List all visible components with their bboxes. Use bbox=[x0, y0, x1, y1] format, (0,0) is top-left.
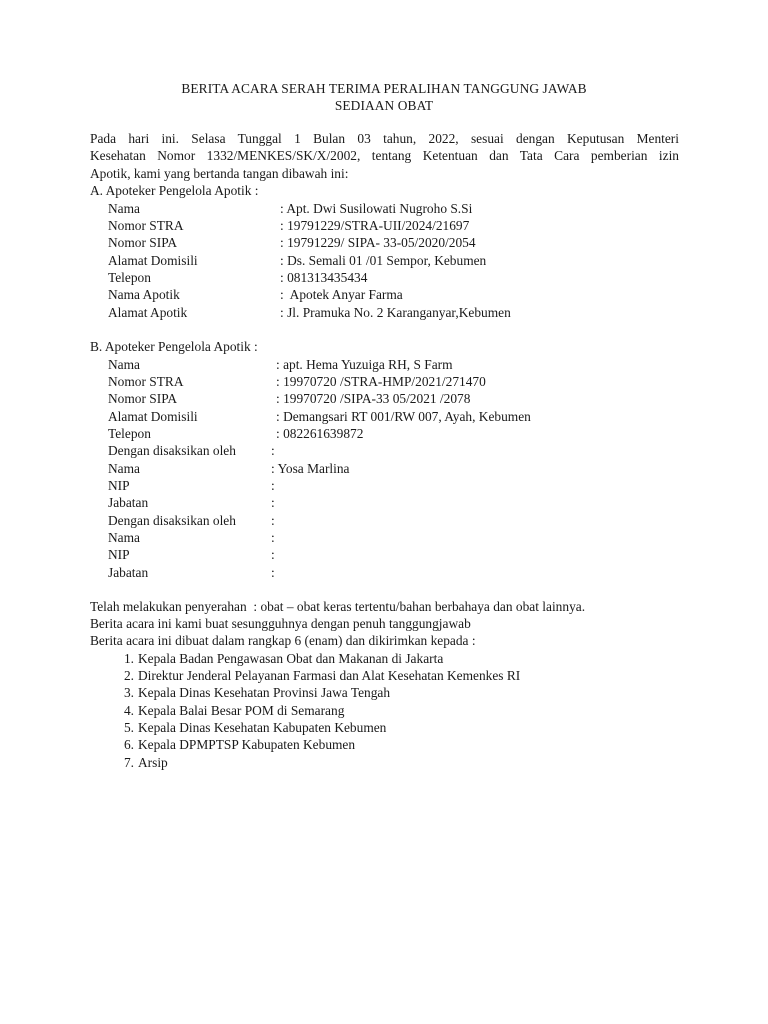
list-text: Arsip bbox=[138, 755, 168, 770]
field-label: Jabatan bbox=[108, 495, 149, 510]
list-number: 1. bbox=[123, 651, 134, 666]
field-label: Nomor STRA bbox=[108, 374, 184, 389]
field-label: Jabatan bbox=[108, 565, 149, 580]
field-label: Alamat Domisili bbox=[108, 409, 198, 424]
field-label: Telepon bbox=[108, 270, 151, 285]
list-number: 2. bbox=[123, 668, 134, 683]
field-value: : bbox=[271, 495, 275, 510]
field-value: : Apotek Anyar Farma bbox=[280, 287, 403, 302]
closing-line: Telah melakukan penyerahan : obat – obat keras tertentu/bahan berbahaya dan obat lainnya. bbox=[90, 599, 586, 614]
list-number: 4. bbox=[123, 703, 134, 718]
witness-2-heading: Dengan disaksikan oleh bbox=[108, 513, 236, 528]
list-text: Kepala Balai Besar POM di Semarang bbox=[138, 703, 345, 718]
closing-line: Berita acara ini dibuat dalam rangkap 6 (enam) dan dikirimkan kepada : bbox=[90, 633, 476, 648]
field-label: Alamat Domisili bbox=[108, 253, 198, 268]
field-value: : bbox=[271, 547, 275, 562]
field-value: : 19791229/ SIPA- 33-05/2020/2054 bbox=[280, 235, 476, 250]
field-value: : Yosa Marlina bbox=[271, 461, 350, 476]
field-value: : 19970720 /SIPA-33 05/2021 /2078 bbox=[276, 391, 471, 406]
field-value: : Demangsari RT 001/RW 007, Ayah, Kebumen bbox=[276, 409, 531, 424]
field-label: Nama bbox=[108, 461, 140, 476]
field-value: : 19791229/STRA-UII/2024/21697 bbox=[280, 218, 470, 233]
field-value: : bbox=[271, 478, 275, 493]
field-label: NIP bbox=[108, 547, 130, 562]
list-text: Kepala Badan Pengawasan Obat dan Makanan di Jakarta bbox=[138, 651, 444, 666]
intro-paragraph bbox=[90, 130, 679, 182]
field-label: Alamat Apotik bbox=[108, 305, 188, 320]
witness-2-heading-colon: : bbox=[271, 513, 275, 528]
field-label: Nomor STRA bbox=[108, 218, 184, 233]
section-a-heading: A. Apoteker Pengelola Apotik : bbox=[90, 183, 259, 198]
field-value: : bbox=[271, 530, 275, 545]
list-text: Direktur Jenderal Pelayanan Farmasi dan Alat Kesehatan Kemenkes RI bbox=[138, 668, 521, 683]
field-value: : Ds. Semali 01 /01 Sempor, Kebumen bbox=[280, 253, 487, 268]
list-text: Kepala DPMPTSP Kabupaten Kebumen bbox=[138, 737, 356, 752]
document-title-line-1: BERITA ACARA SERAH TERIMA PERALIHAN TANGGUNG JAWAB bbox=[181, 81, 587, 96]
intro-line: Pada hari ini. Selasa Tunggal 1 Bulan 03 tahun, 2022, sesuai dengan Keputusan Menteri bbox=[90, 131, 679, 146]
list-number: 5. bbox=[123, 720, 134, 735]
document-title-line-2: SEDIAAN OBAT bbox=[334, 98, 434, 113]
field-label: Nama bbox=[108, 530, 140, 545]
field-value: : 19970720 /STRA-HMP/2021/271470 bbox=[276, 374, 486, 389]
field-label: Nama bbox=[108, 357, 140, 372]
witness-1-heading-colon: : bbox=[271, 443, 275, 458]
field-label: Nomor SIPA bbox=[108, 235, 178, 250]
witness-1-heading: Dengan disaksikan oleh bbox=[108, 443, 236, 458]
field-value: : 082261639872 bbox=[276, 426, 364, 441]
field-label: NIP bbox=[108, 478, 130, 493]
list-number: 7. bbox=[123, 755, 134, 770]
field-label: Nama Apotik bbox=[108, 287, 180, 302]
list-text: Kepala Dinas Kesehatan Kabupaten Kebumen bbox=[138, 720, 387, 735]
list-text: Kepala Dinas Kesehatan Provinsi Jawa Tengah bbox=[138, 685, 391, 700]
intro-line: Kesehatan Nomor 1332/MENKES/SK/X/2002, tentang Ketentuan dan Tata Cara pemberian izin bbox=[90, 148, 679, 164]
field-label: Nama bbox=[108, 201, 140, 216]
field-value: : Jl. Pramuka No. 2 Karanganyar,Kebumen bbox=[280, 305, 511, 320]
field-value: : apt. Hema Yuzuiga RH, S Farm bbox=[276, 357, 453, 372]
field-label: Telepon bbox=[108, 426, 151, 441]
field-value: : Apt. Dwi Susilowati Nugroho S.Si bbox=[280, 201, 473, 216]
closing-line: Berita acara ini kami buat sesungguhnya dengan penuh tanggungjawab bbox=[90, 616, 471, 631]
list-number: 3. bbox=[123, 685, 134, 700]
field-label: Nomor SIPA bbox=[108, 391, 178, 406]
section-b-heading: B. Apoteker Pengelola Apotik : bbox=[90, 339, 258, 354]
intro-line: Apotik, kami yang bertanda tangan dibawah ini: bbox=[90, 165, 349, 181]
field-value: : bbox=[271, 565, 275, 580]
list-number: 6. bbox=[123, 737, 134, 752]
field-value: : 081313435434 bbox=[280, 270, 368, 285]
